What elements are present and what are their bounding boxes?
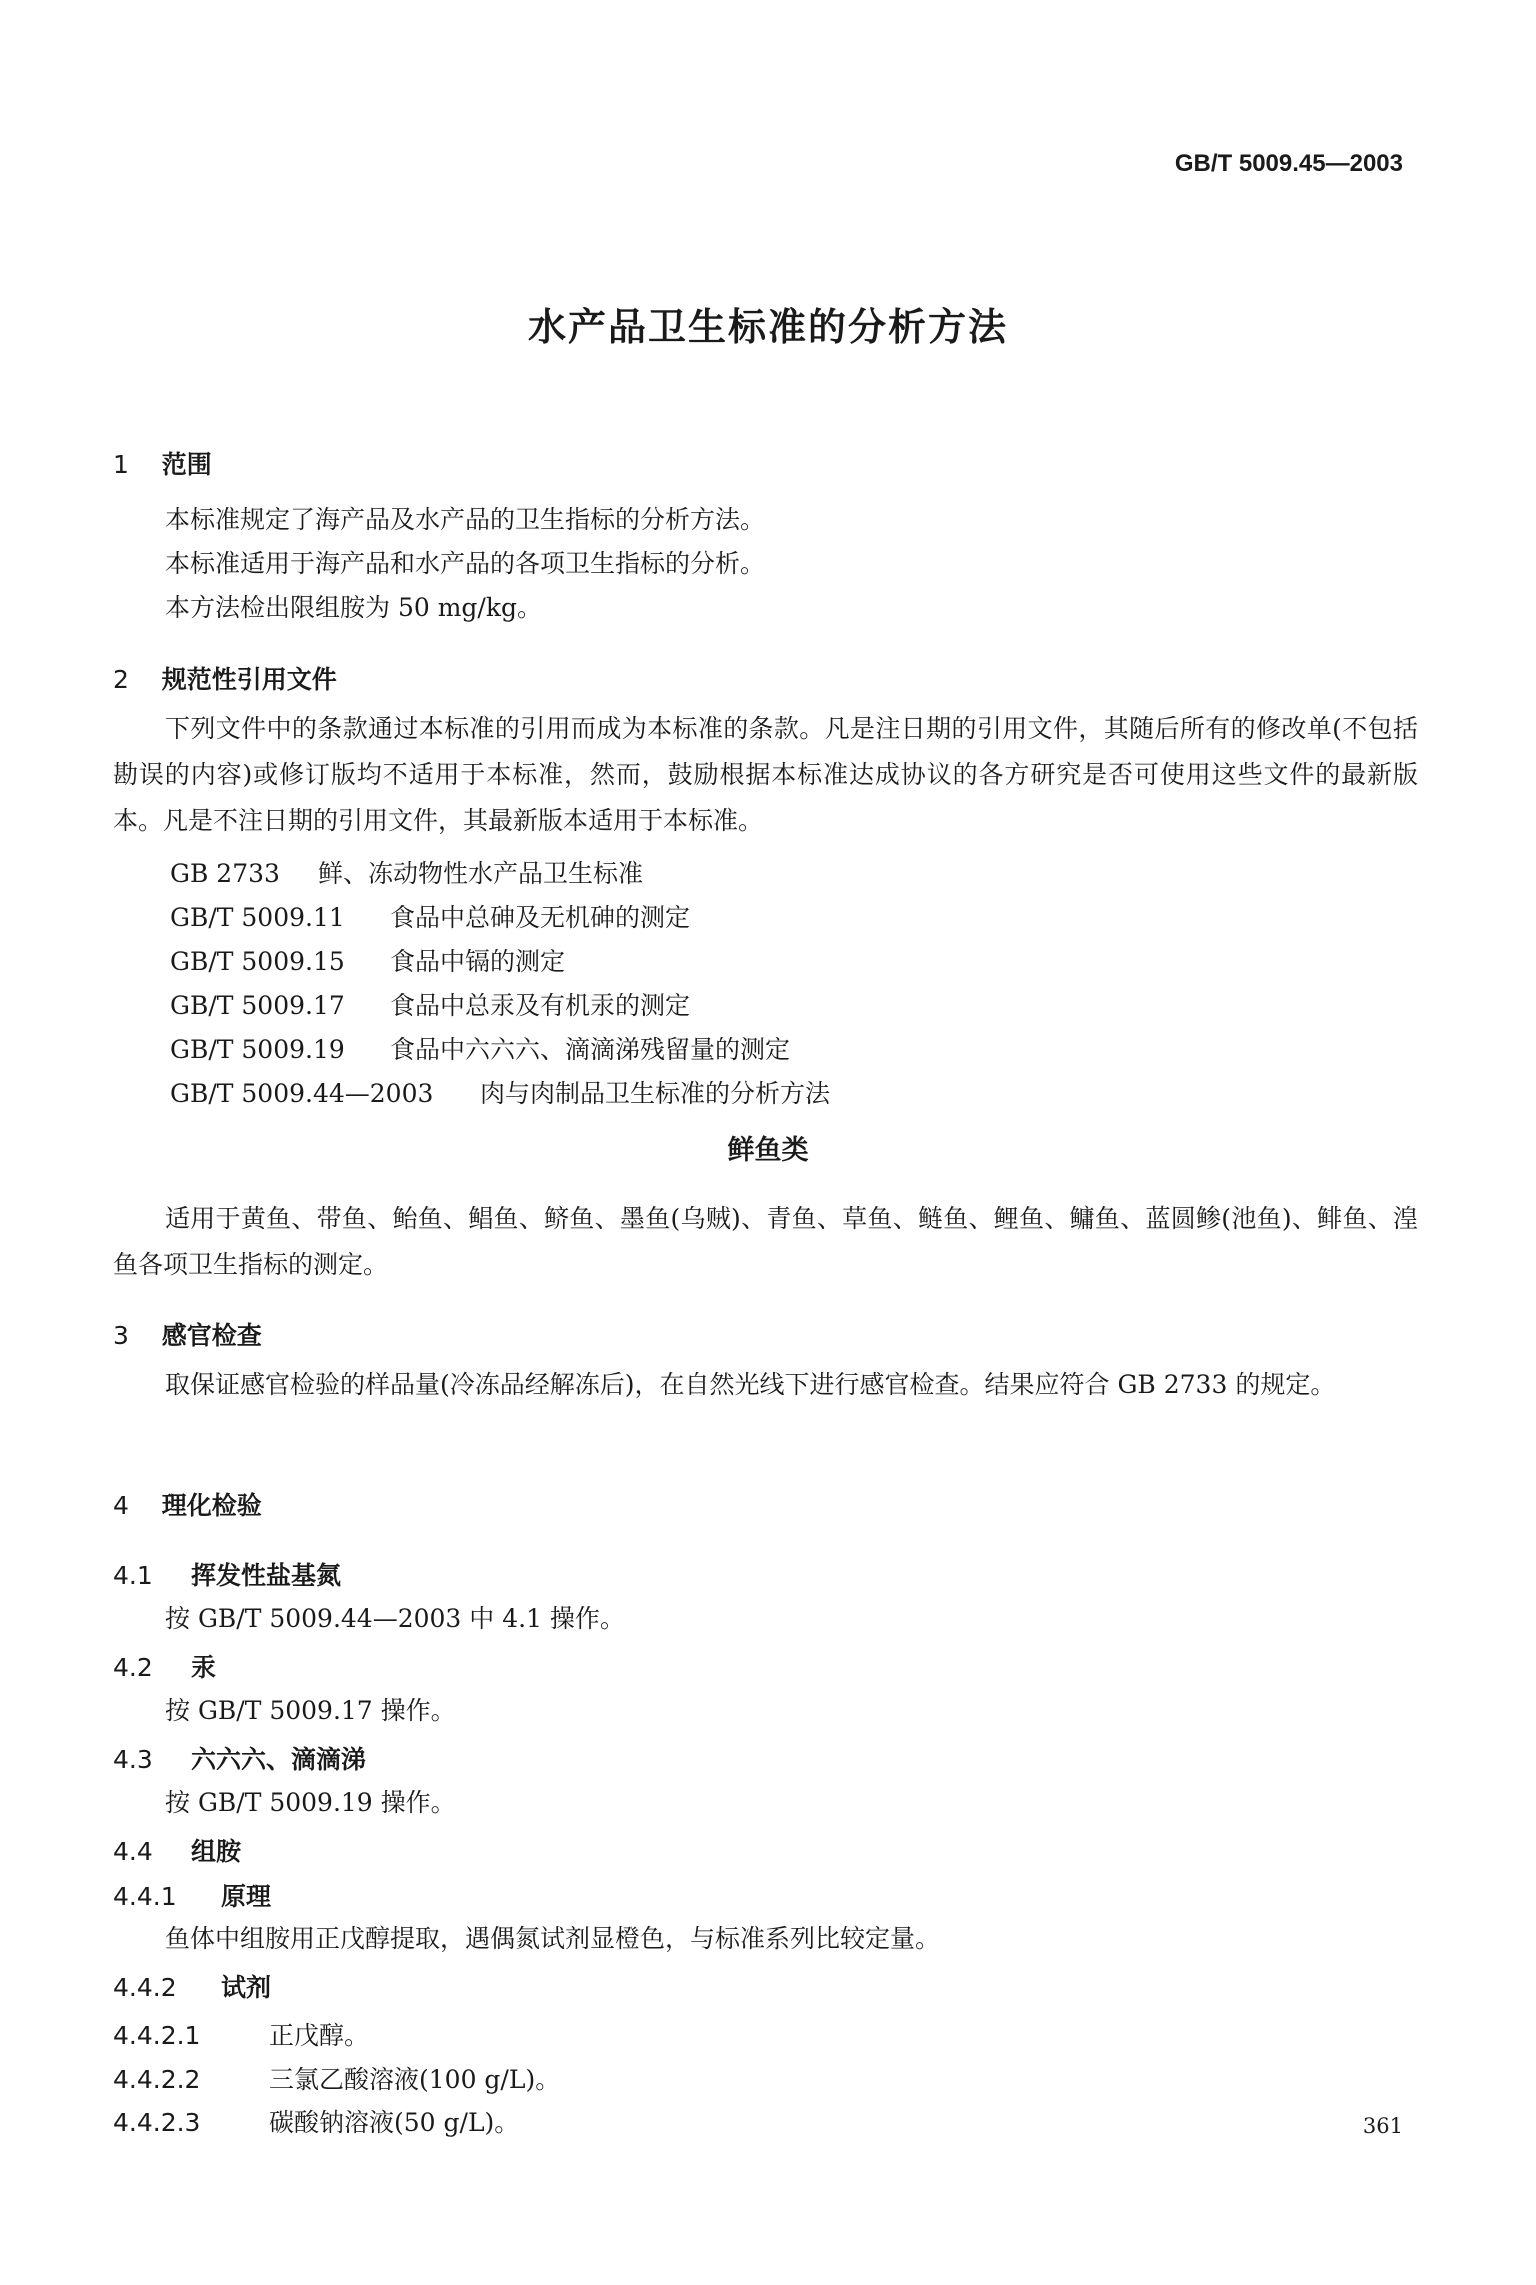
section-number: 4 <box>113 1491 129 1520</box>
reference-name: 鲜、冻动物性水产品卫生标准 <box>318 859 644 888</box>
subsection-4-4-1-heading <box>113 1877 271 1913</box>
scope-line-2: 本标准适用于海产品和水产品的各项卫生指标的分析。 <box>165 549 766 578</box>
reference-code: GB/T 5009.19 <box>170 1035 345 1064</box>
reagent-text: 正戊醇。 <box>269 2021 370 2050</box>
section-number: 3 <box>113 1321 129 1350</box>
reference-code: GB/T 5009.44—2003 <box>170 1079 434 1108</box>
subsection-title: 六六六、滴滴涕 <box>191 1745 367 1774</box>
reference-item <box>170 986 690 1022</box>
section-title: 理化检验 <box>161 1491 262 1520</box>
subsection-4-2-text: 按 GB/T 5009.17 操作。 <box>165 1696 456 1725</box>
reagent-number: 4.4.2.3 <box>113 2108 201 2137</box>
reference-item <box>170 942 565 978</box>
sensory-paragraph: 取保证感官检验的样品量(冷冻品经解冻后)，在自然光线下进行感官检查。结果应符合 GB 2733 的规定。 <box>165 1370 1336 1399</box>
section-title: 规范性引用文件 <box>161 665 337 694</box>
section-4-heading <box>113 1486 262 1522</box>
subsection-4-1-heading <box>113 1556 341 1592</box>
section-2-heading <box>113 660 337 696</box>
references-paragraph: 下列文件中的条款通过本标准的引用而成为本标准的条款。凡是注日期的引用文件，其随后所有的修改单(不包括勘误的内容)或修订版均不适用于本标准，然而，鼓励根据本标准达成协议的各方研究是否可使用这些文件的最新版本。凡是不注日期的引用文件，其最新版本适用于本标准。 <box>113 714 1418 835</box>
subsection-number: 4.4 <box>113 1837 153 1866</box>
subsection-4-3-heading <box>113 1740 366 1776</box>
section-3-heading <box>113 1316 262 1352</box>
reagent-number: 4.4.2.2 <box>113 2065 201 2094</box>
subsection-number: 4.4.2 <box>113 1973 177 2002</box>
standard-code: GB/T 5009.45—2003 <box>1174 150 1403 177</box>
reagent-text: 碳酸钠溶液(50 g/L)。 <box>269 2108 520 2137</box>
subsection-number: 4.3 <box>113 1745 153 1774</box>
subsection-4-4-2-heading <box>113 1968 271 2004</box>
reagent-item <box>113 2100 519 2146</box>
reference-name: 食品中总砷及无机砷的测定 <box>390 903 691 932</box>
reference-name: 食品中六六六、滴滴涕残留量的测定 <box>390 1035 791 1064</box>
reference-code: GB/T 5009.11 <box>170 903 345 932</box>
subsection-title: 组胺 <box>191 1837 242 1866</box>
reference-code: GB/T 5009.15 <box>170 947 345 976</box>
reagent-item <box>113 2013 369 2059</box>
scope-line-3: 本方法检出限组胺为 50 mg/kg。 <box>165 593 542 622</box>
reference-name: 食品中总汞及有机汞的测定 <box>390 991 691 1020</box>
section-number: 2 <box>113 665 129 694</box>
subsection-title: 挥发性盐基氮 <box>191 1561 342 1590</box>
subsection-4-4-1-text: 鱼体中组胺用正戊醇提取，遇偶氮试剂显橙色，与标准系列比较定量。 <box>165 1924 941 1953</box>
reference-name: 食品中镉的测定 <box>390 947 566 976</box>
subsection-title: 原理 <box>221 1882 272 1911</box>
reference-item <box>170 1074 830 1110</box>
reference-item <box>170 1030 790 1066</box>
section-title: 范围 <box>161 450 212 479</box>
section-number: 1 <box>113 450 129 479</box>
reagent-number: 4.4.2.1 <box>113 2021 201 2050</box>
section-1-heading <box>113 445 212 481</box>
subsection-4-4-heading <box>113 1832 241 1868</box>
subsection-4-3-text: 按 GB/T 5009.19 操作。 <box>165 1788 456 1817</box>
subsection-title: 汞 <box>191 1653 217 1682</box>
reagent-item <box>113 2057 560 2103</box>
reference-item <box>170 854 643 890</box>
subsection-4-1-text: 按 GB/T 5009.44—2003 中 4.1 操作。 <box>165 1604 625 1633</box>
subsection-4-2-heading <box>113 1648 216 1684</box>
subsection-number: 4.1 <box>113 1561 153 1590</box>
subsection-title: 试剂 <box>221 1973 272 2002</box>
reference-item <box>170 898 690 934</box>
section-title: 感官检查 <box>161 1321 262 1350</box>
reference-code: GB/T 5009.17 <box>170 991 345 1020</box>
subsection-number: 4.4.1 <box>113 1882 177 1911</box>
document-title: 水产品卫生标准的分析方法 <box>527 305 1008 349</box>
scope-line-1: 本标准规定了海产品及水产品的卫生指标的分析方法。 <box>165 505 766 534</box>
subsection-number: 4.2 <box>113 1653 153 1682</box>
category-paragraph: 适用于黄鱼、带鱼、鲐鱼、鲳鱼、鲚鱼、墨鱼(乌贼)、青鱼、草鱼、鲢鱼、鲤鱼、鳙鱼、蓝圆鲹(池鱼)、鲱鱼、湟鱼各项卫生指标的测定。 <box>113 1204 1418 1279</box>
category-heading: 鲜鱼类 <box>727 1135 809 1166</box>
reference-code: GB 2733 <box>170 859 280 888</box>
reference-name: 肉与肉制品卫生标准的分析方法 <box>480 1079 831 1108</box>
reagent-text: 三氯乙酸溶液(100 g/L)。 <box>269 2065 561 2094</box>
page-number: 361 <box>1362 2114 1403 2138</box>
